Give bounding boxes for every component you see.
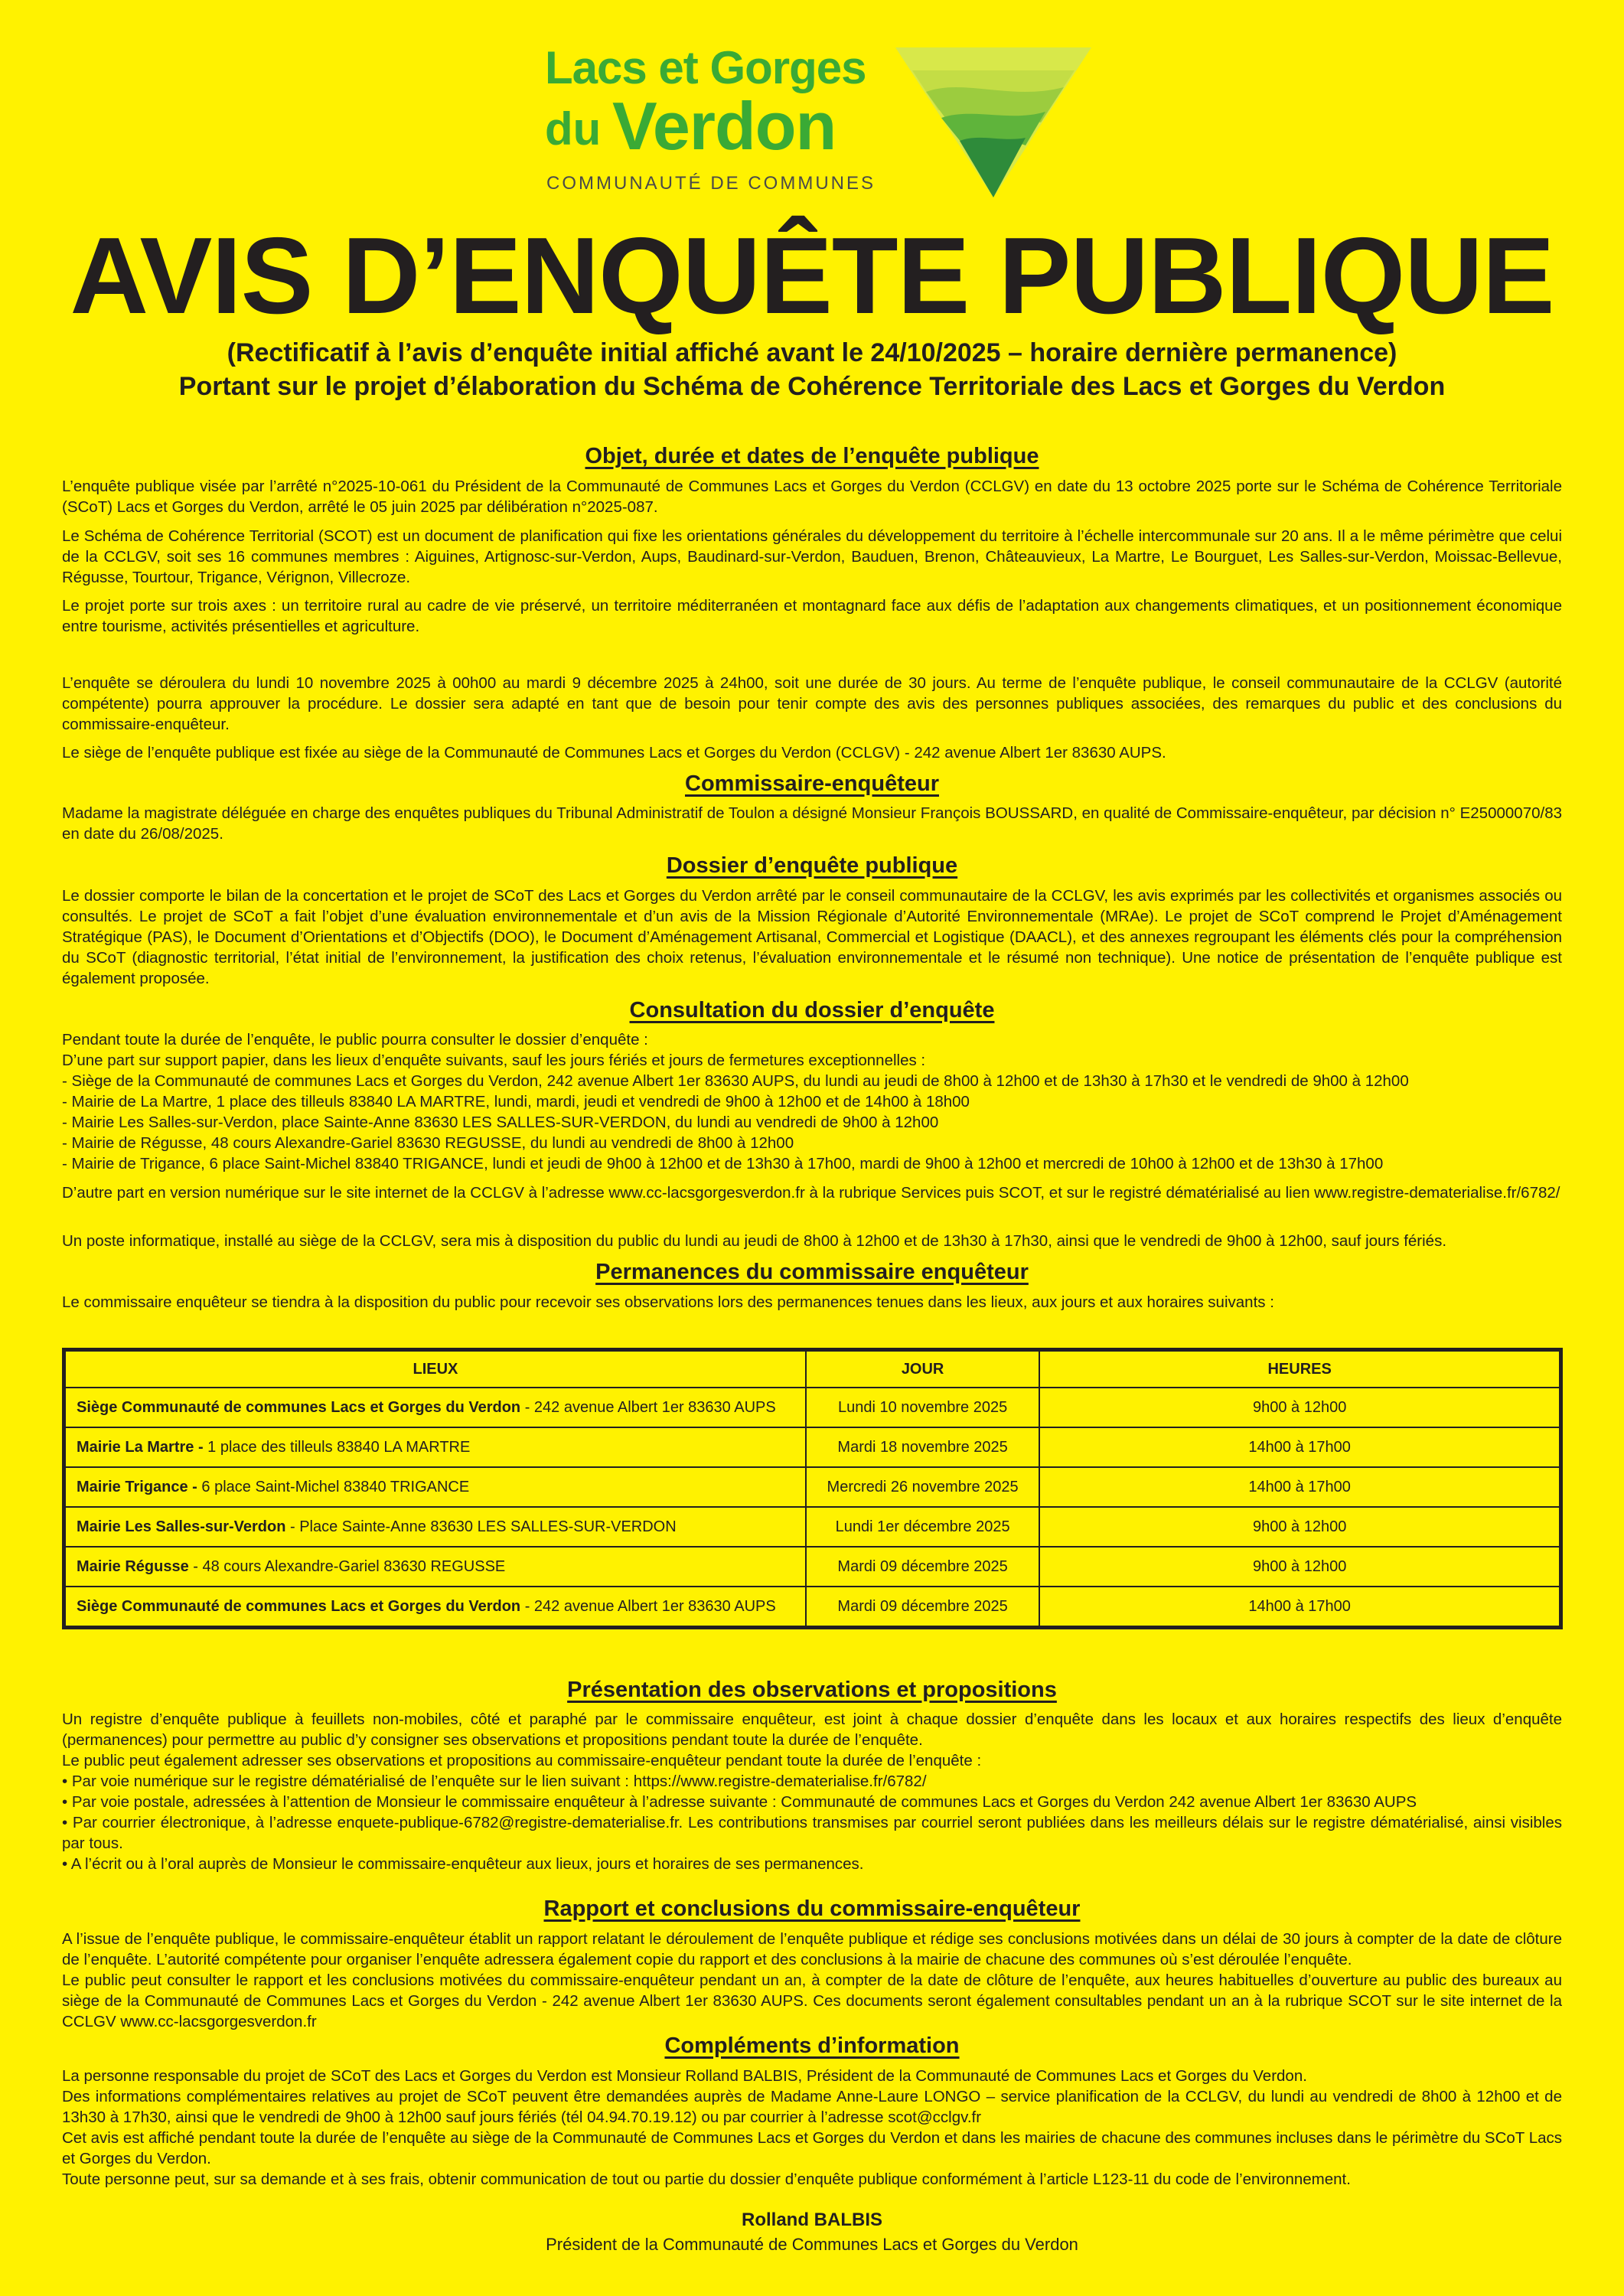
complements-paragraph-3: Cet avis est affiché pendant toute la durée de l’enquête au siège de la Communauté de Communes Lacs et Gorges du Verdon et dans les mairies de chacune des communes incluses dans le périmètre du SCoT Lacs et Gorges du Verdon.	[62, 2129, 1562, 2167]
permanences-intro-block	[62, 1292, 1562, 1313]
presentation-bullet: • Par voie numérique sur le registre dématérialisé de l’enquête sur le lien suivant : https://www.registre-dematerialise.fr/6782/	[62, 1773, 927, 1790]
section-objet	[62, 444, 1562, 469]
cell-jour: Mardi 09 décembre 2025	[806, 1587, 1039, 1628]
cell-heures: 9h00 à 12h00	[1039, 1507, 1560, 1547]
commissaire-paragraph: Madame la magistrate déléguée en charge des enquêtes publiques du Tribunal Administratif de Toulon a désigné Monsieur François BOUSSARD, en qualité de Commissaire-enquêteur, par décision n° E25000070/83 en date du 26/08/2025.	[62, 804, 1562, 843]
objet-paragraph-2: Le Schéma de Cohérence Territorial (SCOT) est un document de planification qui fixe les orientations générales du développement du territoire à l’échelle intercommunale sur 20 ans. Il a le même périmètre que celui de la CCLGV, soit ses 16 communes membres : Aiguines, Artignosc-sur-Verdon, Aups, Baudinard-sur-Verdon, Bauduen, Brenon, Châteauvieux, La Martre, Le Bourguet, Les Salles-sur-Verdon, Moissac-Bellevue, Régusse, Tourtour, Trigance, Vérignon, Villecroze.	[62, 527, 1562, 586]
objet-p1-block	[62, 476, 1562, 517]
permanences-heading: Permanences du commissaire enquêteur	[595, 1260, 1029, 1284]
consultation-line: - Siège de la Communauté de communes Lacs et Gorges du Verdon, 242 avenue Albert 1er 83630 AUPS, du lundi au jeudi de 8h00 à 12h00 et de 13h30 à 17h30 et le vendredi de 9h00 à 12h00	[62, 1072, 1409, 1090]
consultation-line: D’une part sur support papier, dans les lieux d’enquête suivants, sauf les jours fériés et jours de fermetures exceptionnelles :	[62, 1052, 926, 1069]
header-lieux: LIEUX	[64, 1350, 806, 1388]
presentation-block	[62, 1709, 1562, 1874]
logo-line2b: Verdon	[612, 88, 836, 164]
cell-heures: 14h00 à 17h00	[1039, 1427, 1560, 1467]
section-commissaire	[62, 771, 1562, 797]
presentation-bullet: • Par courrier électronique, à l’adresse enquete-publique-6782@registre-dematerialise.fr. Les contributions transmises par courriel seront publiées dans les meilleurs délais sur le registre dématérialisé, ainsi visibles par tous.	[62, 1814, 1562, 1852]
table-row	[64, 1507, 1561, 1547]
consultation-line: - Mairie de La Martre, 1 place des tilleuls 83840 LA MARTRE, lundi, mardi, jeudi et vendredi de 9h00 à 12h00 et de 14h00 à 18h00	[62, 1093, 970, 1110]
objet-paragraph-4: L’enquête se déroulera du lundi 10 novembre 2025 à 00h00 au mardi 9 décembre 2025 à 24h00, soit une durée de 30 jours. Au terme de l’enquête publique, le conseil communautaire de la CCLGV (autorité compétente) pourra approuver la procédure. Le dossier sera adapté en tant que de besoin pour tenir compte des avis des personnes publiques associées, des remarques du public et des conclusions du commissaire-enquêteur.	[62, 674, 1562, 733]
presentation-paragraph-2: Le public peut également adresser ses observations et propositions au commissaire-enquêteur pendant toute la durée de l’enquête :	[62, 1752, 982, 1769]
table-row	[64, 1467, 1561, 1507]
objet-p2-block	[62, 526, 1562, 588]
table-row	[64, 1587, 1561, 1628]
consultation-p3-block	[62, 1231, 1562, 1251]
presentation-heading: Présentation des observations et propositions	[567, 1678, 1057, 1702]
cell-jour: Lundi 1er décembre 2025	[806, 1507, 1039, 1547]
signature-role: Président de la Communauté de Communes Lacs et Gorges du Verdon	[546, 2235, 1078, 2254]
cell-jour: Lundi 10 novembre 2025	[806, 1388, 1039, 1427]
subtitle-projet: Portant sur le projet d’élaboration du Schéma de Cohérence Territoriale des Lacs et Gorges du Verdon	[178, 372, 1446, 401]
objet-p4-block	[62, 673, 1562, 735]
complements-paragraph-4: Toute personne peut, sur sa demande et à ses frais, obtenir communication de tout ou partie du dossier d’enquête publique conformément à l’article L123-11 du code de l’environnement.	[62, 2170, 1351, 2188]
table-row	[64, 1427, 1561, 1467]
permanences-table	[62, 1348, 1563, 1629]
cell-heures: 14h00 à 17h00	[1039, 1587, 1560, 1628]
complements-paragraph-2: Des informations complémentaires relatives au projet de SCoT peuvent être demandées auprès de Madame Anne-Laure LONGO – service planification de la CCLGV, du lundi au vendredi de 8h00 à 12h00 et de 13h30 à 17h30, ainsi que le vendredi de 9h00 à 12h00 sauf jours fériés (tél 04.94.70.19.12) ou par courrier à l’adresse scot@cclgv.fr	[62, 2088, 1562, 2126]
section-rapport	[62, 1896, 1562, 1922]
presentation-bullet: • A l’écrit ou à l’oral auprès de Monsieur le commissaire-enquêteur aux lieux, jours et horaires de ses permanences.	[62, 1855, 864, 1873]
rapport-heading: Rapport et conclusions du commissaire-enquêteur	[543, 1896, 1081, 1921]
rapport-block	[62, 1929, 1562, 2032]
cell-lieu: Siège Communauté de communes Lacs et Gorges du Verdon - 242 avenue Albert 1er 83630 AUPS	[64, 1388, 806, 1427]
subtitle-rectificatif: (Rectificatif à l’avis d’enquête initial affiché avant le 24/10/2025 – horaire dernière permanence)	[227, 338, 1397, 367]
table-header-row	[64, 1350, 1561, 1388]
complements-paragraph-1: La personne responsable du projet de SCoT des Lacs et Gorges du Verdon est Monsieur Rolland BALBIS, Président de la Communauté de Communes Lacs et Gorges du Verdon.	[62, 2067, 1307, 2085]
rapport-paragraph-1: A l’issue de l’enquête publique, le commissaire-enquêteur établit un rapport relatant le déroulement de l’enquête publique et rédige ses conclusions motivées dans un délai de 30 jours à compter de la date de clôture de l’enquête. L’autorité compétente pour organiser l’enquête adressera également copie du rapport et des conclusions à la mairie de chacune des communes où s’est déroulée l’enquête.	[62, 1930, 1562, 1968]
consultation-line: - Mairie de Trigance, 6 place Saint-Michel 83840 TRIGANCE, lundi et jeudi de 9h00 à 12h00 et de 13h30 à 17h00, mardi de 9h00 à 12h00 et mercredi de 10h00 à 12h00 et de 13h30 à 17h00	[62, 1155, 1384, 1172]
cell-lieu: Mairie Régusse - 48 cours Alexandre-Gariel 83630 REGUSSE	[64, 1547, 806, 1587]
cell-lieu: Mairie Trigance - 6 place Saint-Michel 83840 TRIGANCE	[64, 1467, 806, 1507]
logo	[545, 44, 1096, 197]
consultation-line: - Mairie Les Salles-sur-Verdon, place Sainte-Anne 83630 LES SALLES-SUR-VERDON, du lundi au vendredi de 9h00 à 12h00	[62, 1114, 939, 1131]
consultation-p2-block	[62, 1182, 1562, 1203]
consultation-line: - Mairie de Régusse, 48 cours Alexandre-Gariel 83630 REGUSSE, du lundi au vendredi de 8h00 à 12h00	[62, 1134, 794, 1152]
complements-block	[62, 2066, 1562, 2190]
consultation-line: Pendant toute la durée de l’enquête, le public pourra consulter le dossier d’enquête :	[62, 1031, 648, 1049]
section-dossier	[62, 853, 1562, 879]
cell-heures: 14h00 à 17h00	[1039, 1467, 1560, 1507]
cell-heures: 9h00 à 12h00	[1039, 1388, 1560, 1427]
objet-paragraph-5: Le siège de l’enquête publique est fixée au siège de la Communauté de Communes Lacs et Gorges du Verdon (CCLGV) - 242 avenue Albert 1er 83630 AUPS.	[62, 744, 1166, 762]
verdon-valley-v-icon	[895, 47, 1091, 197]
section-consultation	[62, 998, 1562, 1023]
objet-p5-block	[62, 742, 1562, 763]
consultation-paragraph-3: Un poste informatique, installé au siège de la CCLGV, sera mis à disposition du public du lundi au jeudi de 8h00 à 12h00 et de 13h30 à 17h30, ainsi que le vendredi de 9h00 à 12h00, sauf jours fériés.	[62, 1232, 1447, 1250]
permanences-intro: Le commissaire enquêteur se tiendra à la disposition du public pour recevoir ses observations lors des permanences tenues dans les lieux, aux jours et aux horaires suivants :	[62, 1293, 1274, 1311]
section-permanences	[62, 1260, 1562, 1285]
dossier-paragraph: Le dossier comporte le bilan de la concertation et le projet de SCoT des Lacs et Gorges du Verdon arrêté par le conseil communautaire de la CCLGV, les avis exprimés par les collectivités et organismes associés ou consultés. Le projet de SCoT a fait l’objet d’une évaluation environnementale et d’un avis de la Mission Régionale d’Autorité Environnementale (MRAe). Le projet de SCoT comprend le Projet d’Aménagement Stratégique (PAS), le Document d’Orientations et d’Objectifs (DOO), le Document d’Aménagement Artisanal, Commercial et Logistique (DAACL), et des annexes regroupant les éléments clés pour la compréhension du SCoT (diagnostic territorial, l’état initial de l’environnement, la justification des choix retenus, l’évaluation environnementale et le résumé non technique). Une notice de présentation de l’enquête publique est également proposée.	[62, 887, 1562, 987]
presentation-bullet: • Par voie postale, adressées à l’attention de Monsieur le commissaire enquêteur à l’adresse suivante : Communauté de communes Lacs et Gorges du Verdon 242 avenue Albert 1er 83630 AUPS	[62, 1793, 1417, 1811]
section-presentation	[62, 1678, 1562, 1703]
commissaire-block	[62, 803, 1562, 844]
header-heures: HEURES	[1039, 1350, 1560, 1388]
presentation-paragraph-1: Un registre d’enquête publique à feuillets non-mobiles, côté et paraphé par le commissaire enquêteur, est joint à chaque dossier d’enquête dans les locaux et aux horaires respectifs des lieux d’enquête (permanences) pour permettre au public d’y consigner ses observations et propositions pendant toute la durée de l’enquête.	[62, 1711, 1562, 1749]
cell-jour: Mardi 18 novembre 2025	[806, 1427, 1039, 1467]
table-row	[64, 1388, 1561, 1427]
commissaire-heading: Commissaire-enquêteur	[685, 771, 939, 796]
logo-line2a: du	[545, 103, 602, 155]
objet-p3-block	[62, 595, 1562, 637]
consultation-heading: Consultation du dossier d’enquête	[629, 998, 995, 1022]
dossier-block	[62, 885, 1562, 989]
consultation-list	[62, 1029, 1562, 1174]
page-title: AVIS D’ENQUÊTE PUBLIQUE	[70, 215, 1554, 337]
objet-paragraph-1: L’enquête publique visée par l’arrêté n°2025-10-061 du Président de la Communauté de Communes Lacs et Gorges du Verdon (CCLGV) en date du 13 octobre 2025 porte sur le Schéma de Cohérence Territoriale (SCoT) Lacs et Gorges du Verdon, arrêté le 05 juin 2025 par délibération n°2025-087.	[62, 478, 1562, 516]
section-complements	[62, 2033, 1562, 2059]
objet-paragraph-3: Le projet porte sur trois axes : un territoire rural au cadre de vie préservé, un territoire méditerranéen et montagnard face aux défis de l’adaptation aux changements climatiques, et un positionnement économique entre tourisme, activités présentielles et agriculture.	[62, 597, 1562, 635]
objet-heading: Objet, durée et dates de l’enquête publique	[585, 444, 1039, 468]
complements-heading: Compléments d’information	[664, 2033, 960, 2058]
cell-lieu: Mairie La Martre - 1 place des tilleuls 83840 LA MARTRE	[64, 1427, 806, 1467]
cell-jour: Mercredi 26 novembre 2025	[806, 1467, 1039, 1507]
cell-jour: Mardi 09 décembre 2025	[806, 1547, 1039, 1587]
cell-lieu: Siège Communauté de communes Lacs et Gorges du Verdon - 242 avenue Albert 1er 83630 AUPS	[64, 1587, 806, 1628]
dossier-heading: Dossier d’enquête publique	[666, 853, 958, 878]
cell-lieu: Mairie Les Salles-sur-Verdon - Place Sainte-Anne 83630 LES SALLES-SUR-VERDON	[64, 1507, 806, 1547]
header-jour: JOUR	[806, 1350, 1039, 1388]
logo-line3: COMMUNAUTÉ DE COMMUNES	[546, 173, 876, 194]
consultation-paragraph-2: D’autre part en version numérique sur le site internet de la CCLGV à l’adresse www.cc-lacsgorgesverdon.fr à la rubrique Services puis SCOT, et sur le registré dématérialisé au lien www.registre-dematerialise.fr/6782/	[62, 1184, 1560, 1202]
cell-heures: 9h00 à 12h00	[1039, 1547, 1560, 1587]
rapport-paragraph-2: Le public peut consulter le rapport et les conclusions motivées du commissaire-enquêteur pendant un an, à compter de la date de clôture de l’enquête, aux heures habituelles d’ouverture au public des bureaux au siège de la Communauté de Communes Lacs et Gorges du Verdon - 242 avenue Albert 1er 83630 AUPS. Ces documents seront également consultables pendant un an à la rubrique SCOT sur le site internet de la CCLGV www.cc-lacsgorgesverdon.fr	[62, 1971, 1562, 2030]
logo-line1: Lacs et Gorges	[545, 42, 866, 93]
table-row	[64, 1547, 1561, 1587]
signature-name: Rolland BALBIS	[742, 2210, 882, 2230]
